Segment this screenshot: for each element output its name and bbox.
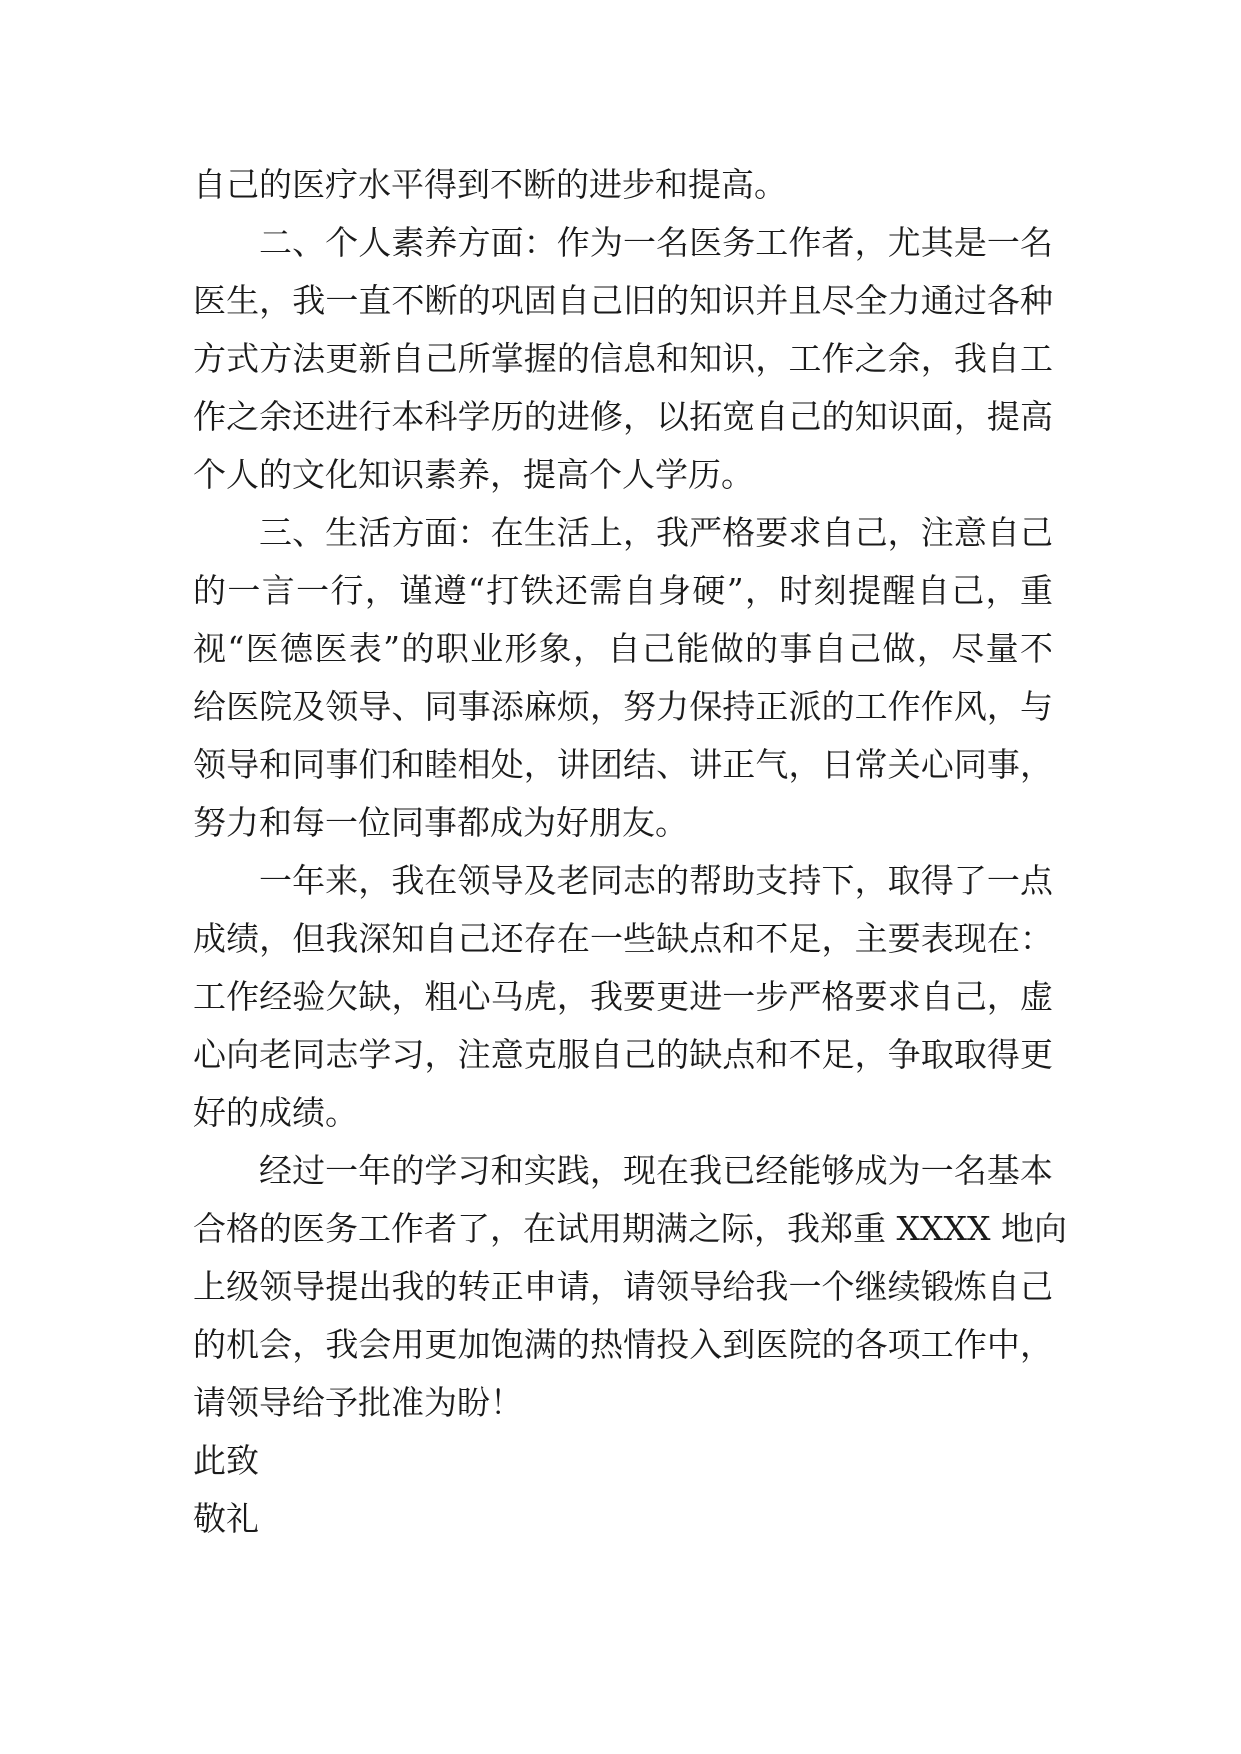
text-line: 的机会，我会用更加饱满的热情投入到医院的各项工作中， bbox=[193, 1325, 1053, 1364]
text-line: 三、生活方面：在生活上，我严格要求自己，注意自己 bbox=[259, 513, 1053, 552]
text-line: 一年来，我在领导及老同志的帮助支持下，取得了一点 bbox=[259, 861, 1053, 900]
paragraph-life-aspect bbox=[193, 504, 1053, 852]
paragraph-application-request bbox=[193, 1142, 1067, 1432]
letter-body bbox=[193, 156, 1067, 1548]
text-line: 作之余还进行本科学历的进修，以拓宽自己的知识面，提高 bbox=[193, 397, 1053, 436]
text-line: 自己的医疗水平得到不断的进步和提高。 bbox=[193, 165, 787, 204]
paragraph-self-assessment bbox=[193, 852, 1053, 1142]
text-line: 二、个人素养方面：作为一名医务工作者，尤其是一名 bbox=[259, 223, 1053, 262]
text-line: 领导和同事们和睦相处，讲团结、讲正气，日常关心同事， bbox=[193, 745, 1053, 784]
text-line: 经过一年的学习和实践，现在我已经能够成为一名基本 bbox=[259, 1151, 1053, 1190]
text-line: 上级领导提出我的转正申请，请领导给我一个继续锻炼自己 bbox=[193, 1267, 1053, 1306]
paragraph-continuation bbox=[193, 156, 1053, 214]
text-line: 请领导给予批准为盼！ bbox=[193, 1383, 523, 1422]
paragraph-personal-quality bbox=[193, 214, 1053, 504]
text-line: 医生，我一直不断的巩固自己旧的知识并且尽全力通过各种 bbox=[193, 281, 1053, 320]
text-line: 工作经验欠缺，粗心马虎，我要更进一步严格要求自己，虚 bbox=[193, 977, 1053, 1016]
text-line: 成绩，但我深知自己还存在一些缺点和不足，主要表现在： bbox=[193, 919, 1053, 958]
text-line: 努力和每一位同事都成为好朋友。 bbox=[193, 803, 688, 842]
text-line: 方式方法更新自己所掌握的信息和知识，工作之余，我自工 bbox=[193, 339, 1053, 378]
text-line: 给医院及领导、同事添麻烦，努力保持正派的工作作风，与 bbox=[193, 687, 1053, 726]
text-line: 好的成绩。 bbox=[193, 1093, 358, 1132]
letter-closing bbox=[193, 1432, 1053, 1548]
text-line: 合格的医务工作者了，在试用期满之际，我郑重 XXXX 地向 bbox=[193, 1209, 1067, 1248]
closing-salutation: 此致 bbox=[193, 1441, 259, 1480]
text-line: 个人的文化知识素养，提高个人学历。 bbox=[193, 455, 754, 494]
text-line: 的一言一行，谨遵“打铁还需自身硬”，时刻提醒自己，重 bbox=[193, 571, 1053, 610]
text-line: 视“医德医表”的职业形象，自己能做的事自己做，尽量不 bbox=[193, 629, 1053, 668]
text-line: 心向老同志学习，注意克服自己的缺点和不足，争取取得更 bbox=[193, 1035, 1053, 1074]
closing-regards: 敬礼 bbox=[193, 1499, 259, 1538]
